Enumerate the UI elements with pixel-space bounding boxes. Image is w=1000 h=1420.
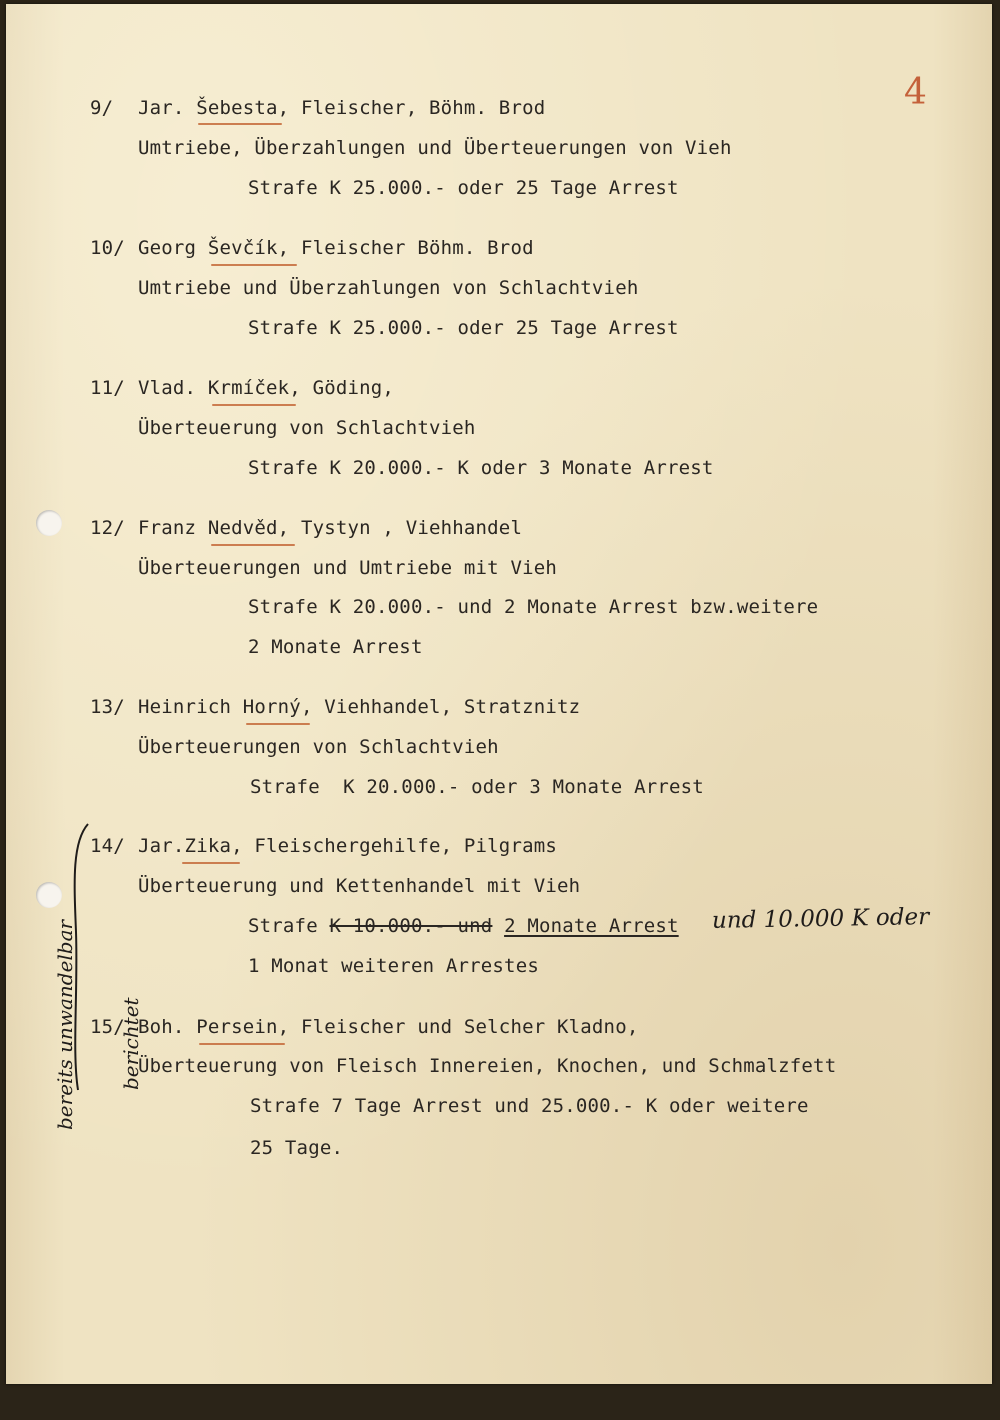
entry-11-penalty: Strafe K 20.000.- K oder 3 Monate Arrest xyxy=(248,457,714,479)
entry-15-offense: Überteuerung von Fleisch Innereien, Knochen, und Schmalzfett xyxy=(138,1055,837,1077)
entry-12-penalty: Strafe K 20.000.- und 2 Monate Arrest bzw.weitere xyxy=(248,596,819,618)
entry-number: 15/ xyxy=(90,1016,125,1038)
entry-number: 13/ xyxy=(90,696,125,718)
page-number-mark: 4 xyxy=(904,72,927,113)
underlined-arrest: 2 Monate Arrest xyxy=(504,915,679,937)
entry-10-header xyxy=(90,236,534,260)
name-underline xyxy=(211,264,297,266)
entry-9-offense: Umtriebe, Überzahlungen und Überteuerungen von Vieh xyxy=(138,137,732,159)
entry-14-penalty-cont: 1 Monat weiteren Arrestes xyxy=(248,955,539,977)
margin-note-line-1: bereits unwandelbar xyxy=(53,919,77,1130)
entry-13-header xyxy=(90,695,580,719)
entry-14-header xyxy=(90,834,557,858)
document-page xyxy=(6,4,992,1384)
entry-13-offense: Überteuerungen von Schlachtvieh xyxy=(138,736,499,758)
entry-number: 14/ xyxy=(90,835,125,857)
struck-amount: K 10.000.- und xyxy=(329,915,493,937)
punch-hole-top xyxy=(36,510,62,536)
handwritten-amendment: und 10.000 K oder xyxy=(711,904,930,934)
entry-14-offense: Überteuerung und Kettenhandel mit Vieh xyxy=(138,875,581,897)
entry-number: 12/ xyxy=(90,517,125,539)
entry-12-offense: Überteuerungen und Umtriebe mit Vieh xyxy=(138,557,558,579)
entry-number: 11/ xyxy=(90,377,125,399)
penalty-label: Strafe xyxy=(248,915,318,937)
entry-9-header xyxy=(90,96,545,120)
entry-name-line: Heinrich Horný, Viehhandel, Stratznitz xyxy=(138,696,581,718)
entry-12-penalty-cont: 2 Monate Arrest xyxy=(248,636,423,658)
entry-name-line: Georg Ševčík, Fleischer Böhm. Brod xyxy=(138,237,534,259)
entry-13-penalty: Strafe K 20.000.- oder 3 Monate Arrest xyxy=(250,776,704,798)
name-underline xyxy=(246,723,310,725)
entry-10-offense: Umtriebe und Überzahlungen von Schlachtvieh xyxy=(138,277,639,299)
entry-name-line: Vlad. Krmíček, Göding, xyxy=(138,377,395,399)
entry-name-line: Jar.Zika, Fleischergehilfe, Pilgrams xyxy=(138,835,558,857)
entry-14-penalty xyxy=(248,914,679,938)
entry-number: 9/ xyxy=(90,97,114,119)
name-underline xyxy=(211,544,295,546)
entry-11-header xyxy=(90,376,394,400)
entry-9-penalty: Strafe K 25.000.- oder 25 Tage Arrest xyxy=(248,177,679,199)
name-underline xyxy=(198,123,282,125)
entry-12-header xyxy=(90,516,522,540)
entry-name-line: Franz Nedvěd, Tystyn , Viehhandel xyxy=(138,517,523,539)
punch-hole-bottom xyxy=(36,882,62,908)
entry-name-line: Jar. Šebesta, Fleischer, Böhm. Brod xyxy=(138,97,546,119)
entry-name-line: Boh. Persein, Fleischer und Selcher Kladno, xyxy=(138,1016,639,1038)
margin-note-line-2: berichtet xyxy=(119,997,143,1090)
entry-number: 10/ xyxy=(90,237,125,259)
name-underline xyxy=(182,862,240,864)
entry-10-penalty: Strafe K 25.000.- oder 25 Tage Arrest xyxy=(248,317,679,339)
margin-note xyxy=(10,920,186,1130)
entry-15-penalty-cont: 25 Tage. xyxy=(250,1137,344,1159)
name-underline xyxy=(199,1043,285,1045)
entry-15-penalty: Strafe 7 Tage Arrest und 25.000.- K oder weitere xyxy=(250,1095,809,1117)
name-underline xyxy=(212,404,296,406)
entry-11-offense: Überteuerung von Schlachtvieh xyxy=(138,417,476,439)
